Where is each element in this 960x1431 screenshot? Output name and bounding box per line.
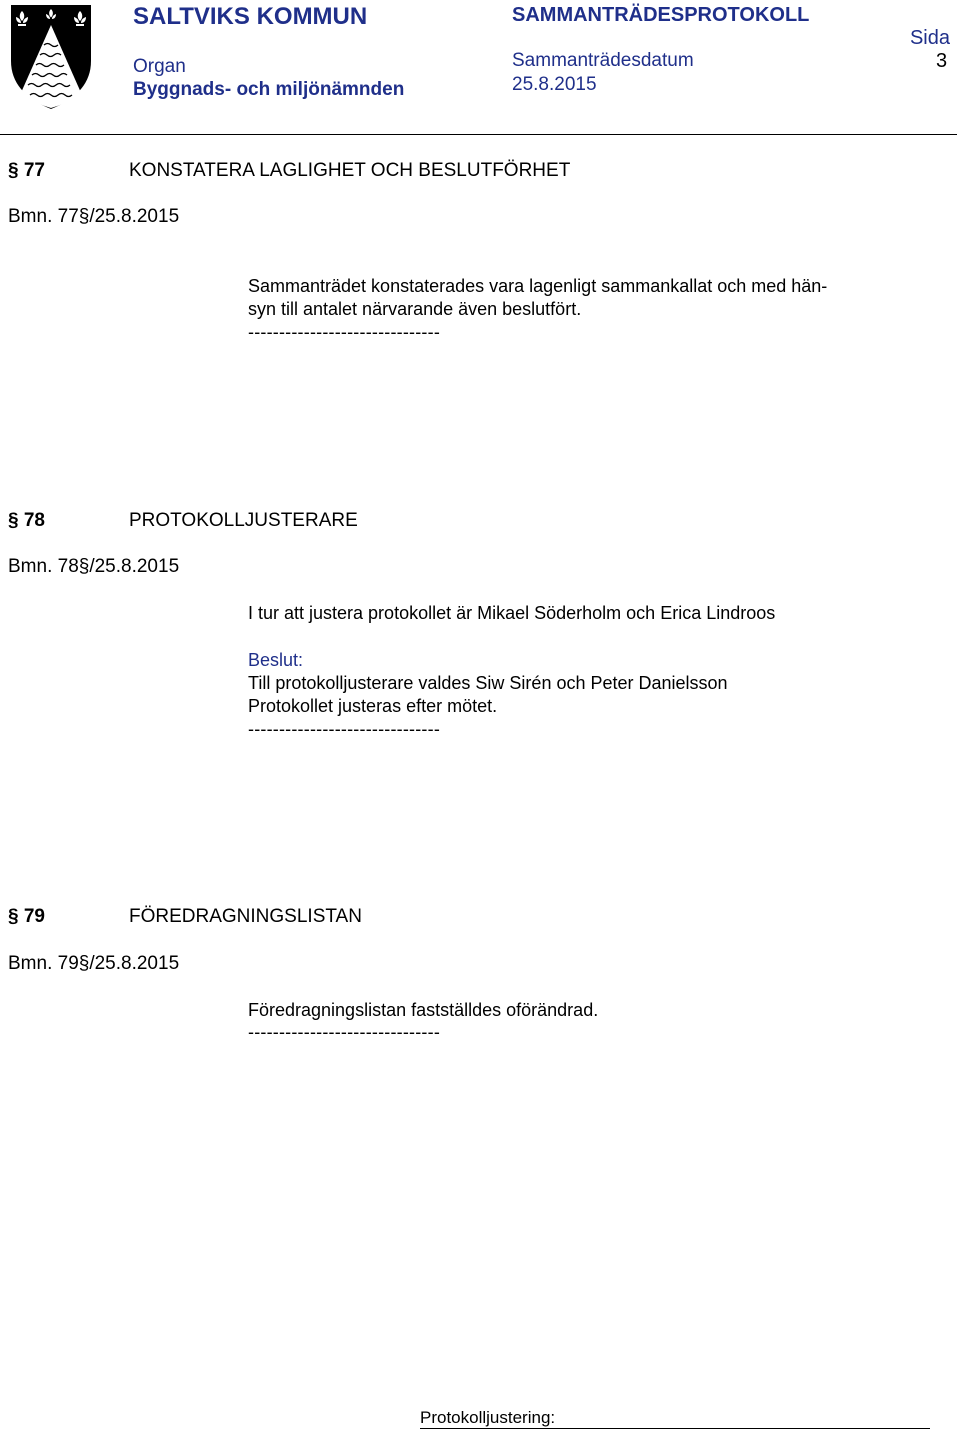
section-77-text-line-2: syn till antalet närvarande även beslutfört.: [248, 299, 582, 319]
section-77-text-line-1: Sammanträdet konstaterades vara lagenligt sammankallat och med hän-: [248, 276, 828, 296]
footer-signature-line: [420, 1428, 930, 1429]
section-78-number: § 78: [8, 510, 45, 531]
section-79-title: FÖREDRAGNINGSLISTAN: [129, 906, 362, 927]
coat-of-arms-logo: [8, 3, 94, 111]
organ-value: Byggnads- och miljönämnden: [133, 79, 405, 100]
footer-signature-label: Protokolljustering:: [420, 1408, 556, 1427]
section-78-title: PROTOKOLLJUSTERARE: [129, 510, 358, 531]
page-number: 3: [936, 50, 948, 72]
page-label: Sida: [909, 27, 950, 49]
section-77-number: § 77: [8, 160, 45, 181]
section-77-separator: -------------------------------: [248, 322, 441, 342]
section-79-reference: Bmn. 79§/25.8.2015: [8, 953, 180, 974]
section-78-decision-label: Beslut:: [248, 650, 304, 670]
section-79-text-line-1: Föredragningslistan fastställdes oförändrad.: [248, 1000, 599, 1020]
organ-label: Organ: [133, 56, 186, 77]
section-78-intro: I tur att justera protokollet är Mikael Söderholm och Erica Lindroos: [248, 603, 776, 623]
municipality-name: SALTVIKS KOMMUN: [133, 3, 368, 30]
section-79-separator: -------------------------------: [248, 1022, 441, 1042]
document-type: SAMMANTRÄDESPROTOKOLL: [512, 4, 810, 26]
section-78-reference: Bmn. 78§/25.8.2015: [8, 556, 180, 577]
section-77-reference: Bmn. 77§/25.8.2015: [8, 206, 180, 227]
header-divider: [0, 134, 957, 135]
section-79-number: § 79: [8, 906, 45, 927]
meeting-date-label: Sammanträdesdatum: [512, 50, 694, 71]
section-78-separator: -------------------------------: [248, 719, 441, 739]
section-78-text-line-2: Protokollet justeras efter mötet.: [248, 696, 498, 716]
section-77-title: KONSTATERA LAGLIGHET OCH BESLUTFÖRHET: [129, 160, 571, 181]
meeting-date-value: 25.8.2015: [512, 74, 597, 95]
section-78-text-line-1: Till protokolljusterare valdes Siw Sirén och Peter Danielsson: [248, 673, 728, 693]
